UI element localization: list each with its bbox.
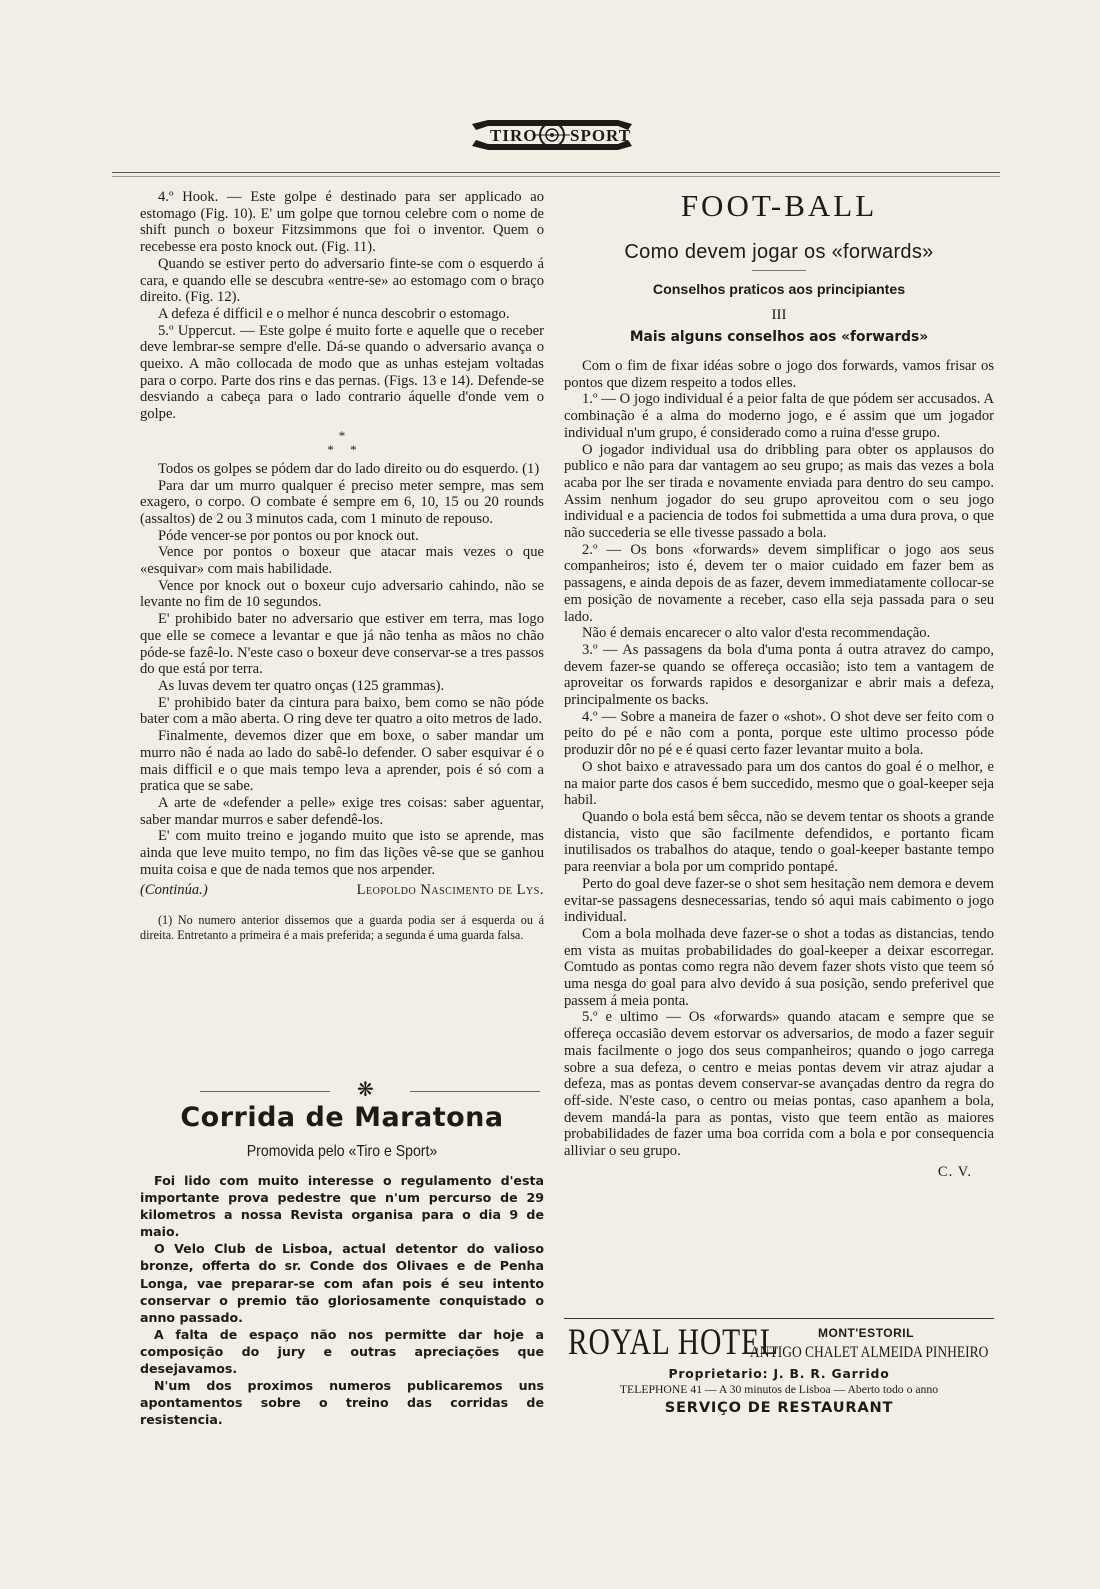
article-signature: [140, 882, 544, 899]
football-subtitle-2: Conselhos praticos aos principiantes: [652, 282, 906, 298]
hotel-service: SERVIÇO DE RESTAURANT: [664, 1399, 894, 1416]
section-asterisks: [140, 429, 544, 457]
maratona-title: Corrida de Maratona: [180, 1102, 504, 1133]
hotel-name: ROYAL HOTEL: [568, 1322, 779, 1363]
subtitle-rule: [752, 270, 806, 271]
article-paragraph: A defeza é difficil e o melhor é nunca descobrir o estomago.: [158, 305, 510, 322]
article-paragraph: O Velo Club de Lisboa, actual detentor do valioso bronze, offerta do sr. Conde dos Olivaes e de Penha Longa, vae preparar-se com afan pois é seu intento conservar o premio tão gloriosamente conquistado o anno passado.: [140, 1241, 544, 1325]
article-paragraph: 5.º e ultimo — Os «forwards» quando atacam e sempre que se offereça occasião devem estorvar os adversarios, de modo a fazer seguir mais facilmente o jogo dos seus companheiros; quando o jogo carrega sobre a sua defeza, o centro e meias pontas devem vir atraz ajudar a defeza, mas as pontas devem conservar-se avançadas dentro da regra do off-side. N'este caso, o centro ou meias pontas, caso apanhem a bola, devem mandá-la para as pontas, visto que teem então as maiores probabilidades de fazer uma boa corrida com a bola e por consequencia alliviar o seu grupo.: [564, 1009, 994, 1160]
section-divider: [200, 1079, 540, 1101]
svg-text:TIRO: TIRO: [490, 126, 538, 145]
article-paragraph: A arte de «defender a pelle» exige tres coisas: saber aguentar, saber mandar murros e saber defendê-los.: [140, 794, 544, 828]
article-paragraph: Finalmente, devemos dizer que em boxe, o saber mandar um murro não é nada ao lado do sabê-lo defender. O saber esquivar é o mais difficil e o que mais tempo leva a aprender, pois é só com a pratica que se sabe.: [140, 728, 544, 795]
footnote-text: (1) No numero anterior dissemos que a guarda podia ser á esquerda ou á direita. Entretanto a primeira é a mais preferida; a segunda é uma guarda falsa.: [140, 913, 544, 942]
article-paragraph: 4.º — Sobre a maneira de fazer o «shot». O shot deve ser feito com o peito do pé e não com a ponta, porque este ultimo processo póde produzir dôr no pé e é quasi certo fazer levantar muito a bola.: [564, 708, 994, 759]
football-subtitle: Como devem jogar os «forwards»: [624, 241, 934, 263]
hotel-location: MONT'ESTORIL: [818, 1326, 914, 1340]
svg-text:SPORT: SPORT: [570, 126, 632, 145]
article-paragraph: Foi lido com muito interesse o regulamento d'esta importante prova pedestre que n'um percurso de 29 kilometros a nossa Revista organisa para o dia 9 de maio.: [140, 1173, 544, 1240]
ornament-icon: ❋: [357, 1079, 374, 1101]
footnote: [140, 913, 544, 942]
hotel-proprietor: Proprietario: J. B. R. Garrido: [668, 1366, 890, 1381]
hotel-telephone: TELEPHONE 41 — A 30 minutos de Lisboa — Aberto todo o anno: [619, 1383, 939, 1396]
hotel-chalet: ANTIGO CHALET ALMEIDA PINHEIRO: [750, 1344, 989, 1361]
article-paragraph: Todos os golpes se pódem dar do lado direito ou do esquerdo. (1): [158, 460, 540, 477]
article-paragraph: O shot baixo e atravessado para um dos cantos do goal é o melhor, e na maior parte dos casos é bem succedido, mesmo que o goal-keeper seja habil.: [564, 758, 994, 809]
maratona-article: [140, 1172, 544, 1428]
football-subtitle-3: Mais alguns conselhos aos «forwards»: [629, 329, 929, 345]
article-paragraph: Com a bola molhada deve fazer-se o shot a todas as distancias, tendo em vista as muitas probabilidades do goal-keeper a deixar escorregar. Comtudo as pontas como regra não devem fazer shots visto que teem só uma nesga do goal para alvo devido á sua posição, sendo preferivel que passem á meia ponta.: [564, 925, 994, 1009]
header-rule-secondary: [112, 176, 1000, 177]
article-paragraph: Quando o bola está bem sêcca, não se devem tentar os shoots a grande distancia, visto que são facilmente defendidos, e portanto ficam inutilisados os trabalhos do ataque, tendo o goal-keeper bastante tempo para reenviar a bola por um comprido pontapé.: [564, 808, 994, 876]
masthead-logo: [468, 116, 636, 154]
asterisk-bottom: * *: [327, 441, 357, 457]
article-paragraph: 5.º Uppercut. — Este golpe é muito forte e aquelle que o receber deve lembrar-se sempre d'elle. Dá-se quando o adversario avança o queixo. A mão collocada de modo que as unhas estejam voltadas para o corpo. Parte dos rins e das pernas. (Figs. 13 e 14). Defende-se desviando a cabeça para o lado contrario áquelle d'onde vem o golpe.: [140, 322, 544, 423]
article-paragraph: Com o fim de fixar idéas sobre o jogo dos forwards, vamos frisar os pontos que dizem respeito a todos elles.: [564, 358, 994, 391]
part-number: III: [771, 307, 787, 323]
header-rule: [112, 172, 1000, 173]
boxing-article: [140, 189, 544, 942]
article-paragraph: Póde vencer-se por pontos ou por knock out.: [158, 527, 419, 544]
article-paragraph: 4.º Hook. — Este golpe é destinado para ser applicado ao estomago (Fig. 10). E' um golpe que tornou celebre com o nome de shift punch o boxeur Fitzsimmons que foi o inventor. Quem o recebesse era posto knock out. (Fig. 11).: [140, 189, 544, 256]
article-paragraph: E' com muito treino e jogando muito que isto se aprende, mas ainda que leve muito tempo, no fim das lições vê-se que se ganhou muita coisa e que de nada temos que nos arpender.: [140, 828, 544, 878]
football-title: FOOT-BALL: [680, 188, 878, 223]
article-paragraph: Vence por knock out o boxeur cujo adversario cahindo, não se levante no fim de 10 segundos.: [140, 577, 544, 611]
article-paragraph: Quando se estiver perto do adversario finte-se com o esquerdo á cara, e quando elle se descubra «entre-se» ao estomago com o braço direito. (Fig. 12).: [140, 255, 544, 306]
author-name: Leopoldo Nascimento de Lys.: [356, 882, 544, 899]
article-paragraph: A falta de espaço não nos permitte dar hoje a composição do jury e outras apreciações que desejavamos.: [140, 1326, 544, 1377]
asterisk-top: *: [338, 427, 346, 443]
football-article: [564, 358, 994, 1180]
article-paragraph: 1.º — O jogo individual é a peior falta de que pódem ser accusados. A combinação é a alma do moderno jogo, e é assim que um jogador individual n'um grupo, é considerado como a ruina d'esse grupo.: [564, 391, 994, 441]
article-signature: C. V.: [937, 1163, 972, 1180]
maratona-subtitle: Promovida pelo «Tiro e Sport»: [246, 1143, 438, 1160]
article-paragraph: E' prohibido bater no adversario que estiver em terra, mas logo que elle se comece a levantar e que já não tenha as mãos no chão póde-se fazê-lo. N'este caso o boxeur deve conservar-se a tres passos do que está por terra.: [140, 611, 544, 678]
article-paragraph: O jogador individual usa do dribbling para obter os applausos do publico e não para dar vantagem ao seu grupo; as mais das vezes a bola acaba por lhe ser tirada e novamente enviada para dentro do seu campo. Assim nenhum jogador do seu grupo aproveitou com o seu jogo individual e a paciencia de todos foi submettida a uma dura prova, o que não succederia se elle tivesse passado a bola.: [564, 441, 994, 542]
article-paragraph: Perto do goal deve fazer-se o shot sem hesitação nem demora e devem evitar-se passagens desnecessarias, tendo só aqui mais cabimento o jogo individual.: [564, 875, 994, 926]
article-paragraph: As luvas devem ter quatro onças (125 grammas).: [158, 677, 445, 694]
continua-label: (Continúa.): [140, 882, 208, 899]
article-paragraph: Vence por pontos o boxeur que atacar mais vezes o que «esquivar» com mais habilidade.: [140, 544, 544, 578]
article-paragraph: N'um dos proximos numeros publicaremos uns apontamentos sobre o treino das corridas de resistencia.: [140, 1378, 544, 1428]
advert-rule: [564, 1318, 994, 1319]
article-paragraph: 3.º — As passagens da bola d'uma ponta á outra atravez do campo, devem fazer-se quando se offereça occasião; isto tem a vantagem de aproveitar os forwards rapidos e desorganizar e abrir mais a defeza, principalmente os backs.: [564, 641, 994, 709]
article-paragraph: Não é demais encarecer o alto valor d'esta recommendação.: [582, 625, 931, 642]
article-paragraph: Para dar um murro qualquer é preciso meter sempre, mas sem exagero, o corpo. O combate é sempre em 6, 10, 15 ou 20 rounds (assaltos) de 2 ou 3 minutos cada, com 1 minuto de repouso.: [140, 477, 544, 527]
article-paragraph: 2.º — Os bons «forwards» devem simplificar o jogo aos seus companheiros; isto é, devem ter o maior cuidado em fazer bem as passagens, e ainda depois de as fazer, devem immediatamente collocar-se em posição de novamente a receber, caso ella seja passada para o seu lado.: [564, 541, 994, 625]
article-paragraph: E' prohibido bater da cintura para baixo, bem como se não póde bater com a mão aberta. O ring deve ter quatro a oito metros de lado.: [140, 694, 544, 728]
